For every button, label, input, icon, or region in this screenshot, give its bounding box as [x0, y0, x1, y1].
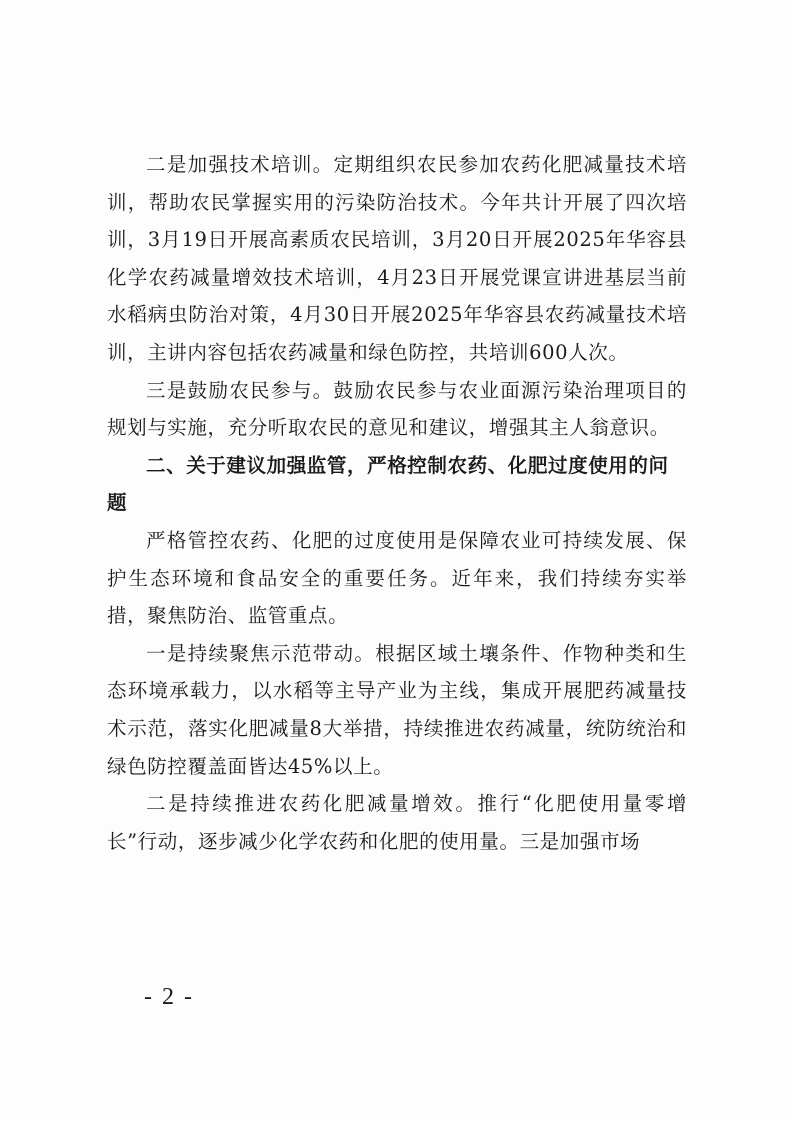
document-body	[107, 146, 687, 860]
paragraph-farmer-participation: 三是鼓励农民参与。鼓励农民参与农业面源污染治理项目的规划与实施，充分听取农民的意见和建议，增强其主人翁意识。	[107, 378, 687, 440]
section-heading-supervision: 二、关于建议加强监管，严格控制农药、化肥过度使用的问题	[107, 453, 669, 515]
paragraph-technical-training: 二是加强技术培训。定期组织农民参加农药化肥减量技术培训，帮助农民掌握实用的污染防治技术。今年共计开展了四次培训，3月19日开展高素质农民培训，3月20日开展2025年华容县化学农药减量增效技术培训，4月23日开展党课宣讲进基层当前水稻病虫防治对策，4月30日开展2025年华容县农药减量技术培训，主讲内容包括农药减量和绿色防控，共培训600人次。	[107, 153, 687, 364]
page-number: - 2 -	[144, 984, 194, 1010]
paragraph-demonstration: 一是持续聚焦示范带动。根据区域土壤条件、作物种类和生态环境承载力，以水稻等主导产业为主线，集成开展肥药减量技术示范，落实化肥减量8大举措，持续推进农药减量，统防统治和绿色防控覆盖面皆达45%以上。	[107, 641, 687, 778]
paragraph-reduction-efficiency: 二是持续推进农药化肥减量增效。推行“化肥使用量零增长”行动，逐步减少化学农药和化肥的使用量。三是加强市场	[107, 792, 687, 853]
paragraph-strict-control: 严格管控农药、化肥的过度使用是保障农业可持续发展、保护生态环境和食品安全的重要任务。近年来，我们持续夯实举措，聚焦防治、监管重点。	[107, 528, 687, 628]
